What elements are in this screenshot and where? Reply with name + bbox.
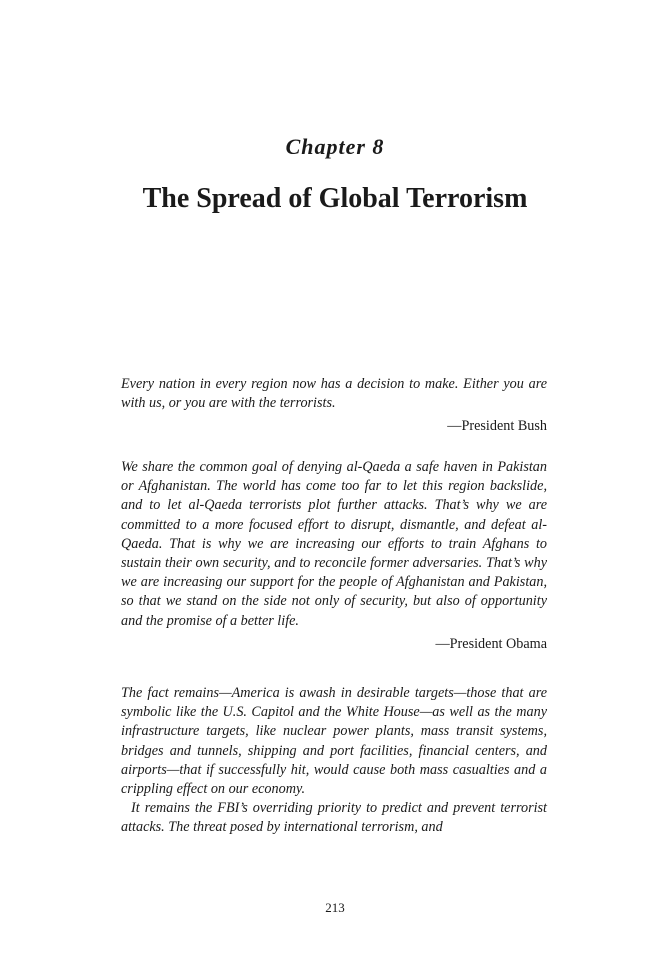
excerpt-paragraph: It remains the FBI’s overriding priority to predict and prevent terrorist attacks. The threat posed by international terrorism, and — [121, 800, 547, 836]
chapter-title: The Spread of Global Terrorism — [142, 183, 528, 214]
epigraph-bush — [121, 375, 547, 437]
epigraph-text: Every nation in every region now has a decision to make. Either you are with us, or you are with the terrorists. — [121, 376, 547, 412]
excerpt-block — [121, 684, 547, 838]
epigraph-obama — [121, 458, 547, 654]
page-number: 213 — [325, 900, 345, 915]
epigraph-attribution: —President Obama — [435, 635, 547, 652]
epigraph-attribution: —President Bush — [447, 418, 547, 435]
excerpt-paragraph: The fact remains—America is awash in desirable targets—those that are symbolic like the U.S. Capitol and the White House—as well as the many infrastructure targets, like nuclear power plants, mass transit systems, bridges and tunnels, shipping and port facilities, financial centers, and airports—that if successfully hit, would cause both mass casualties and a crippling effect on our economy. — [121, 685, 547, 798]
chapter-label: Chapter 8 — [285, 134, 385, 159]
epigraph-text: We share the common goal of denying al-Qaeda a safe haven in Pakistan or Afghanistan. The world has come too far to let this region backslide, and to let al-Qaeda terrorists plot further attacks. That’s why we are committed to a more focused effort to disrupt, dismantle, and defeat al-Qaeda. That is why we are increasing our efforts to train Afghans to sustain their own security, and to reconcile former adversaries. That’s why we are increasing our support for the people of Afghanistan and Pakistan, so that we stand on the side not only of security, but also of opportunity and the promise of a better life. — [121, 459, 547, 629]
